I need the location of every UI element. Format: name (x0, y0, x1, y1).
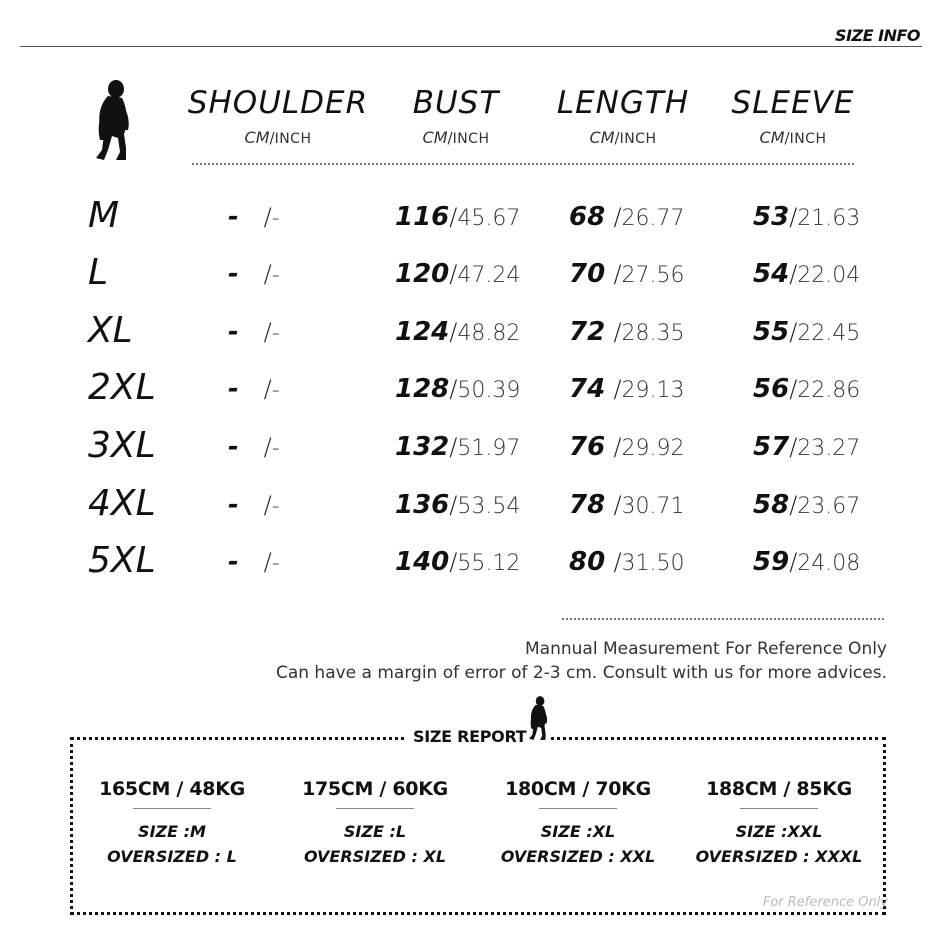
length-cell: 78 /30.71 (569, 490, 685, 520)
sleeve-inch: 23.67 (797, 494, 861, 519)
report-height-weight: 175CM / 60KG (302, 778, 448, 800)
bust-inch: 48.82 (457, 321, 521, 346)
size-label: 3XL (88, 425, 156, 466)
report-divider (539, 808, 617, 809)
bust-cm: 116 (395, 202, 450, 232)
column-title: LENGTH (556, 85, 690, 121)
length-cm: 70 (569, 259, 606, 289)
sleeve-cm: 58 (753, 490, 790, 520)
shoulder-cell: - /- (228, 317, 280, 347)
sleeve-inch: 23.27 (797, 436, 861, 461)
size-row (0, 541, 950, 581)
length-cell: 80 /31.50 (569, 547, 685, 577)
shoulder-inch: - (271, 436, 280, 461)
size-report-title: SIZE REPORT (405, 727, 534, 746)
sleeve-cm: 55 (753, 317, 790, 347)
bust-inch: 51.97 (457, 436, 521, 461)
size-label: 2XL (88, 367, 156, 408)
header-divider (20, 46, 922, 47)
bust-cell: 128/50.39 (395, 374, 521, 404)
length-inch: 29.92 (621, 436, 685, 461)
unit-inch: INCH (452, 131, 490, 147)
sleeve-cell: 59/24.08 (753, 547, 861, 577)
report-oversized: OVERSIZED : XXL (500, 847, 656, 866)
length-cell: 74 /29.13 (569, 374, 685, 404)
size-row (0, 311, 950, 351)
shoulder-inch: - (271, 494, 280, 519)
sleeve-cell: 55/22.45 (753, 317, 861, 347)
size-row (0, 368, 950, 408)
length-cell: 68 /26.77 (569, 202, 685, 232)
shoulder-cell: - /- (228, 547, 280, 577)
report-entry (488, 778, 668, 869)
sleeve-inch: 24.08 (797, 551, 861, 576)
bust-cm: 140 (395, 547, 450, 577)
shoulder-cell: - /- (228, 259, 280, 289)
shoulder-inch: - (271, 378, 280, 403)
column-header-shoulder (178, 86, 378, 147)
report-entry (285, 778, 465, 869)
bust-cell: 132/51.97 (395, 432, 521, 462)
column-title: SLEEVE (731, 85, 855, 121)
report-size: SIZE :M (138, 822, 206, 841)
length-cm: 72 (569, 317, 606, 347)
reference-only-note: For Reference Only (762, 895, 888, 910)
sleeve-cm: 56 (753, 374, 790, 404)
bust-inch: 47.24 (457, 263, 521, 288)
size-info-title: SIZE INFO (835, 26, 920, 45)
shoulder-inch: - (271, 263, 280, 288)
report-divider (336, 808, 414, 809)
length-cell: 70 /27.56 (569, 259, 685, 289)
unit-separator: / (614, 129, 620, 147)
size-row (0, 484, 950, 524)
sleeve-cell: 56/22.86 (753, 374, 861, 404)
ape-figure-icon (92, 78, 136, 162)
bust-cm: 120 (395, 259, 450, 289)
report-divider (740, 808, 818, 809)
bust-inch: 50.39 (457, 378, 521, 403)
length-inch: 27.56 (621, 263, 685, 288)
bust-cell: 124/48.82 (395, 317, 521, 347)
column-unit (693, 128, 893, 147)
length-inch: 30.71 (621, 494, 685, 519)
size-row (0, 426, 950, 466)
shoulder-cm: - (228, 374, 239, 404)
report-size: SIZE :XXL (735, 822, 823, 841)
sleeve-cell: 54/22.04 (753, 259, 861, 289)
shoulder-cell: - /- (228, 374, 280, 404)
size-row (0, 196, 950, 236)
size-label: L (88, 252, 109, 293)
shoulder-inch: - (271, 551, 280, 576)
length-inch: 29.13 (621, 378, 685, 403)
bust-cm: 128 (395, 374, 450, 404)
column-title: SHOULDER (187, 85, 369, 121)
sleeve-inch: 22.04 (797, 263, 861, 288)
sleeve-cell: 53/21.63 (753, 202, 861, 232)
shoulder-inch: - (271, 321, 280, 346)
sleeve-inch: 22.45 (797, 321, 861, 346)
report-oversized: OVERSIZED : L (107, 847, 237, 866)
unit-inch: INCH (274, 131, 312, 147)
length-inch: 28.35 (621, 321, 685, 346)
bust-cell: 116/45.67 (395, 202, 521, 232)
unit-cm: CM (422, 128, 448, 147)
shoulder-inch: - (271, 206, 280, 231)
shoulder-cm: - (228, 432, 239, 462)
report-entry (82, 778, 262, 869)
report-oversized: OVERSIZED : XL (303, 847, 447, 866)
length-inch: 31.50 (621, 551, 685, 576)
length-cm: 80 (569, 547, 606, 577)
sleeve-cell: 58/23.67 (753, 490, 861, 520)
ape-figure-icon (527, 694, 551, 742)
unit-separator: / (784, 129, 790, 147)
shoulder-cm: - (228, 490, 239, 520)
column-header-sleeve (693, 86, 893, 147)
unit-cm: CM (244, 128, 270, 147)
notes-dotted-divider (562, 618, 884, 620)
bust-cm: 124 (395, 317, 450, 347)
unit-inch: INCH (789, 131, 827, 147)
report-entry (689, 778, 869, 869)
report-height-weight: 165CM / 48KG (99, 778, 245, 800)
length-cell: 72 /28.35 (569, 317, 685, 347)
shoulder-cm: - (228, 259, 239, 289)
size-label: 5XL (88, 540, 156, 581)
measurement-note: Mannual Measurement For Reference Only (525, 639, 887, 659)
report-size: SIZE :XL (540, 822, 616, 841)
length-cm: 76 (569, 432, 606, 462)
shoulder-cm: - (228, 317, 239, 347)
size-label: XL (88, 310, 133, 351)
bust-cell: 136/53.54 (395, 490, 521, 520)
unit-cm: CM (589, 128, 615, 147)
bust-cell: 120/47.24 (395, 259, 521, 289)
bust-inch: 45.67 (457, 206, 521, 231)
length-inch: 26.77 (621, 206, 685, 231)
sleeve-cm: 54 (753, 259, 790, 289)
length-cm: 74 (569, 374, 606, 404)
unit-separator: / (447, 129, 453, 147)
sleeve-inch: 21.63 (797, 206, 861, 231)
report-divider (133, 808, 211, 809)
unit-separator: / (269, 129, 275, 147)
sleeve-cm: 53 (753, 202, 790, 232)
shoulder-cell: - /- (228, 202, 280, 232)
bust-cm: 136 (395, 490, 450, 520)
sleeve-cell: 57/23.27 (753, 432, 861, 462)
shoulder-cell: - /- (228, 432, 280, 462)
shoulder-cm: - (228, 202, 239, 232)
unit-inch: INCH (619, 131, 657, 147)
report-height-weight: 188CM / 85KG (706, 778, 852, 800)
size-label: M (88, 195, 120, 236)
margin-note: Can have a margin of error of 2-3 cm. Consult with us for more advices. (275, 663, 887, 683)
bust-cell: 140/55.12 (395, 547, 521, 577)
size-label: 4XL (88, 483, 156, 524)
shoulder-cm: - (228, 547, 239, 577)
bust-cm: 132 (395, 432, 450, 462)
sleeve-inch: 22.86 (797, 378, 861, 403)
column-title: BUST (412, 85, 500, 121)
report-size: SIZE :L (343, 822, 407, 841)
shoulder-cell: - /- (228, 490, 280, 520)
report-oversized: OVERSIZED : XXXL (695, 847, 863, 866)
sleeve-cm: 59 (753, 547, 790, 577)
report-height-weight: 180CM / 70KG (505, 778, 651, 800)
bust-inch: 53.54 (457, 494, 521, 519)
sleeve-cm: 57 (753, 432, 790, 462)
size-row (0, 253, 950, 293)
header-dotted-divider (192, 163, 854, 165)
unit-cm: CM (759, 128, 785, 147)
column-unit (178, 128, 378, 147)
length-cm: 78 (569, 490, 606, 520)
length-cm: 68 (569, 202, 606, 232)
length-cell: 76 /29.92 (569, 432, 685, 462)
bust-inch: 55.12 (457, 551, 521, 576)
